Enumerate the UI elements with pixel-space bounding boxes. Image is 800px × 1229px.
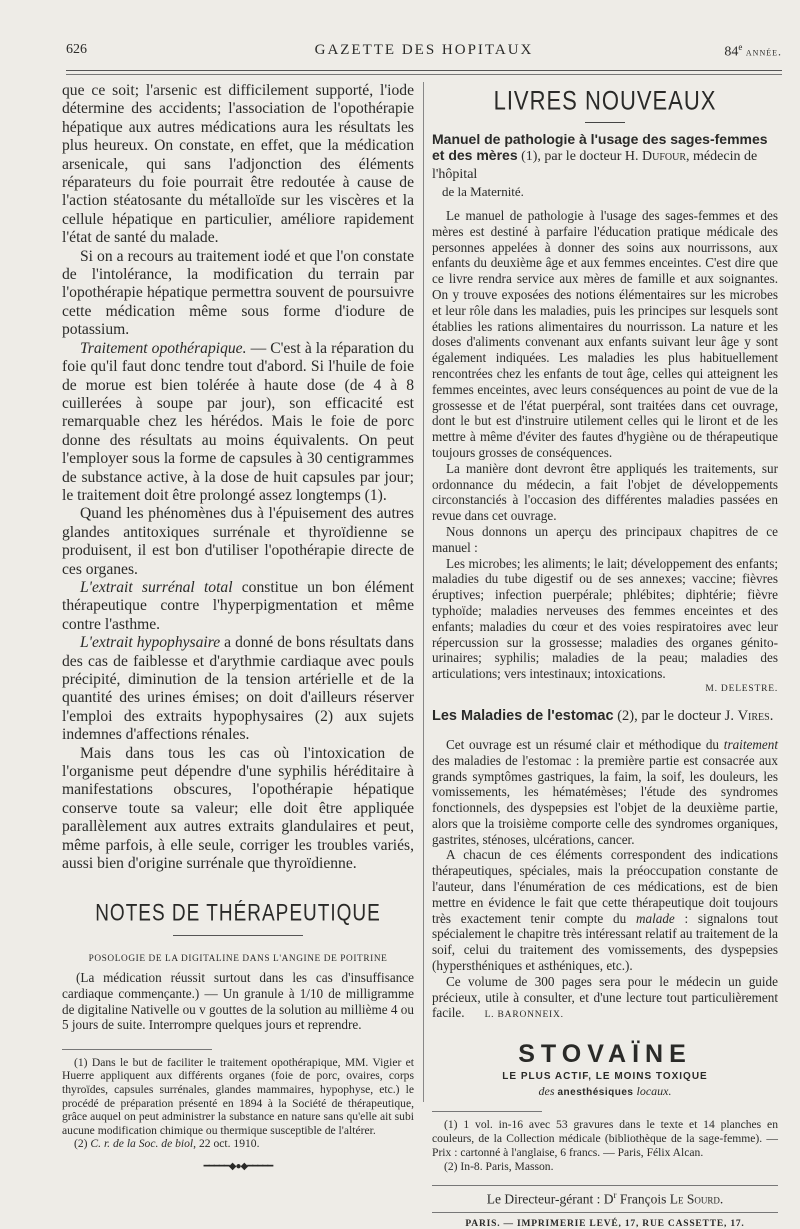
paragraph: Ce volume de 300 pages sera pour le médecin un guide précieux, utile à consulter, et d'une lecture tout particulièrement facile. L. BARONNEIX. [432,973,778,1021]
notes-body [62,970,414,1032]
divider-rule [173,935,303,936]
notes-text: (La médication réussit surtout dans les cas d'insuffisance cardiaque commençante.) — Un granule à 1/10 de milligramme de digitaline Nativelle ou v gouttes de la solution au millième 4 ou 5 jours de suite. Interrompre quelques jours et reprendre. [62,970,414,1033]
column-divider [423,82,424,1102]
posologie-heading: POSOLOGIE DE LA DIGITALINE DANS L'ANGINE DE POITRINE [88,954,388,965]
paragraph: Les microbes; les aliments; le lait; développement des enfants; maladies du tube digestif ou de ses annexes; vaccine; fièvres éruptives; infection puerpérale; phlébites; diphtérie; fièvre typhoïde; maladies nerveuses des femmes enceintes et des enfants; maladies du cœur et des voies respiratoires avec leur répercussion sur la grossesse; maladies des organes génito-urinaires; syphilis; maladies de la peau; maladies des articulations; vers intestinaux; intoxications. [432,555,778,682]
footnotes [62,1056,414,1151]
book-heading: Les Maladies de l'estomac (2), par le docteur J. Vires. [432,707,774,724]
footnote: (2) C. r. de la Soc. de biol, 22 oct. 1910. [74,1137,260,1151]
year-label: 84e année. [724,42,782,60]
section-title: LIVRES NOUVEAUX [493,85,717,116]
review-signature: M. DELESTRE. [705,683,778,694]
notes-title: NOTES DE THÉRAPEUTIQUE [95,900,381,927]
divider-rule [432,1185,778,1186]
review-signature: L. BARONNEIX. [484,1010,564,1021]
footnote-rule [432,1111,542,1112]
journal-title: GAZETTE DES HOPITAUX [314,42,534,58]
footnote: (2) In-8. Paris, Masson. [444,1159,554,1173]
footnote-rule [62,1049,212,1050]
paragraph: L'extrait hypophysaire a donné de bons résultats dans des cas de faiblesse et d'arythmie cardiaque avec pouls précipité, diminution de la tension artérielle et de la quantité des urines émises; on doit d'ailleurs réserver l'emploi des extraits hypophysaires (2) aux sujets indemnes d'affections rénales. [62,634,415,744]
footnote: (1) 1 vol. in-16 avec 53 gravures dans le texte et 14 planches en couleurs, de la Collection médicale (bibliothèque de la sage-femme). — Prix : cartonné à l'anglaise, 6 francs. — Paris, Félix Alcan. [432,1118,778,1159]
header-rule [66,70,782,71]
paragraph: L'extrait surrénal total constitue un bon élément thérapeutique contre l'hyperpigmentation et même contre l'asthme. [62,578,415,633]
paragraph: Traitement opothérapique. — C'est à la réparation du foie qu'il faut donc tendre tout d'abord. Si l'huile de foie de morue est bien tolérée à haute dose (de 4 à 8 cuillerées à soupe par jour), son efficacité est remarquable chez les hérédos. Mais le foie de porc donne des résultats au moins équivalents. On peut l'employer sous la forme de capsules à 30 centigrammes de substance active, à la dose de huit capsules par jour; le traitement doit être prolongé assez longtemps (1). [62,339,414,504]
right-column [432,82,779,1229]
stovaine-advertisement [432,1040,778,1099]
paragraph: Cet ouvrage est un résumé clair et méthodique du traitement des maladies de l'estomac : la première partie est consacrée aux grands symptômes gastriques, la faim, la soif, les douleurs, les vomissements, les hématémèses; l'étude des syndromes fonctionnels, des dyspepsies est l'objet de la deuxième partie, alors que la troisième comporte celle des syndromes organiques, gastrites, sténoses, ulcérations, cancer. [432,736,778,847]
footnote: (1) Dans le but de faciliter le traitement opothérapique, MM. Vigier et Huerre appliquent aux différents organes (foie de porc, ovaires, corps thyroïdes, capsules surrénales, glandes mammaires, hypophyse, etc.) le procédé de préparation présenté en 1894 à la Société de thérapeutique, grâce auquel on peut administrer la substance en nature sans qu'elle ait subi aucune modification chimique ou thermique susceptible de l'altérer. [62,1055,414,1137]
book-review [432,737,778,1024]
paragraph: La manière dont devront être appliqués les traitements, sur ordonnance du médecin, a fait l'objet de développements circonstanciés à l'occasion des différentes maladies passées en revue dans cet ouvrage. [432,460,778,524]
tailpiece-ornament: ━━━━━◆●◆━━━━━ [203,1161,273,1172]
paragraph: Mais dans tous les cas où l'intoxication de l'organisme peut dépendre d'une syphilis héréditaire à manifestations obscures, l'opothérapie hépatique conserve toute sa valeur; elle doit être appliquée parallèlement aux autres extraits glandulaires et peut, même parfois, à elle seule, corriger les troubles variés, aussi bien d'origine surrénale que thyroïdienne. [62,744,414,873]
director-line: Le Directeur-gérant : $D^r$ François Le Sourd. [486,1190,724,1207]
paragraph: Quand les phénomènes dus à l'épuisement des autres glandes antitoxiques surrénale et thyroïdienne se produisent, il est bon d'utiliser l'opothérapie directe de ces organes. [62,505,414,578]
ad-brand: STOVAÏNE [518,1040,692,1069]
divider-rule [585,122,625,123]
paragraph: Si on a recours au traitement iodé et que l'on constate de l'intolérance, la modification du terrain par l'opothérapie hépatique permettra souvent de poursuivre cette médication même sous forme d'iodure de potassium. [62,247,414,339]
page-number: 626 [66,42,87,57]
article-body [62,82,414,873]
ad-subline: des anesthésiques locaux. [538,1084,672,1099]
paragraph: Nous donnons un aperçu des principaux chapitres de ce manuel : [432,523,778,555]
divider-rule [432,1212,778,1213]
printer-line: PARIS. — IMPRIMERIE LEVÉ, 17, RUE CASSETTE, 17. [465,1218,745,1229]
header-rule-thin [66,74,782,75]
paragraph: A chacun de ces éléments correspondent des indications thérapeutiques, spéciales, mais la préoccupation constante de l'auteur, dans l'énumération de ces médications, est de bien mettre en évidence le fait que cette thérapeutique doit toujours très exactement tenir compte du malade : signalons tout spécialement le chapitre très intéressant relatif au traitement de la soif, celui du traitement des vomissements, des dyspepsies (hypersthéniques et asthéniques, etc.). [432,847,779,974]
ad-tagline: LE PLUS ACTIF, LE MOINS TOXIQUE [502,1071,708,1083]
book-heading: Manuel de pathologie à l'usage des sages-femmes et des mères (1), par le docteur H. Dufour, médecin de l'hôpital de la Maternité. [432,131,768,199]
paragraph: que ce soit; l'arsenic est difficilement supporté, l'iode détermine des accidents; l'association de l'opothérapie hépatique aux autres médications aura les résultats les plus heureux. On constate, en effet, que la médication arsenicale, qui sans l'adjonction des éléments réparateurs du foie pourrait être redoutée à cause de l'action stéatosante du métalloïde sur les viscères et la cellule hépatique en particulier, améliore rapidement l'état de santé du malade. [62,82,414,247]
running-head [66,42,782,64]
book-review [432,208,778,682]
footnotes [432,1118,778,1173]
left-column [62,82,415,1172]
paragraph: Le manuel de pathologie à l'usage des sages-femmes et des mères est destiné à parfaire l'éducation pratique médicale des personnes appelées à donner des soins aux nourrissons, aux enfants du deuxième âge et aux femmes enceintes. C'est dire que ce livre rendra service aux mères de famille et aux soignantes. On y trouve exposées des notions élémentaires sur les microbes et leur rôle dans les maladies, puis les principes sur lesquels sont établies les rations alimentaires du nourrisson. La nature et les doses d'aliments convenant aux enfants suivant leur âge y sont également indiquées. Les maladies les plus habituellement rencontrées chez les enfants de tout âge, celles qui atteignent les femmes enceintes, avec leurs conséquences au point de vue de la grossesse et de l'état puerpéral, sont traitées dans cet ouvrage, dont le but est d'instruire utilement celles qui le liront et de les mettre à même d'éviter des fautes d'hygiène ou de thérapeutique toujours grosses de conséquences. [432,208,778,460]
